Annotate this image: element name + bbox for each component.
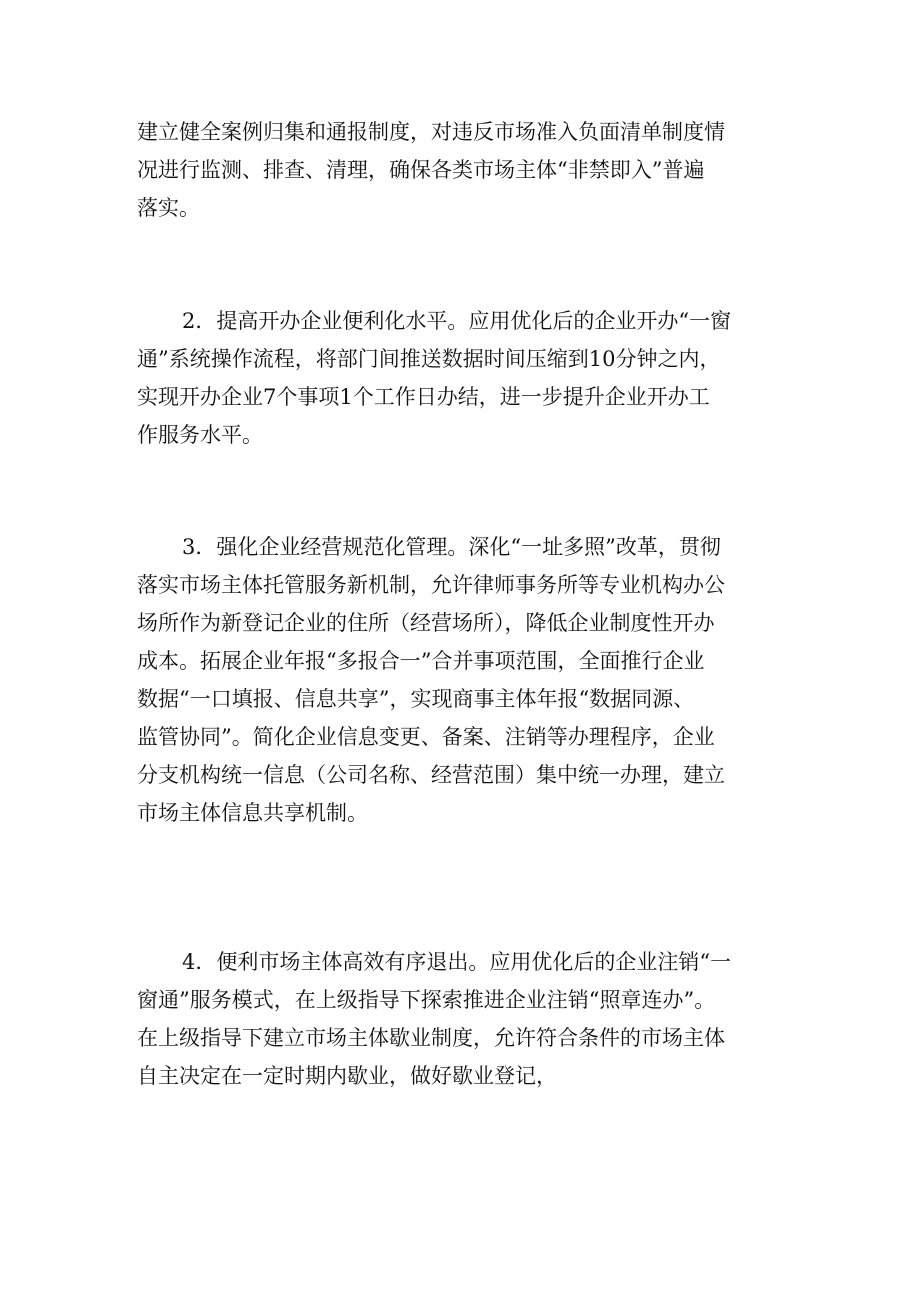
- paragraph-line: 市场主体信息共享机制。: [137, 801, 368, 825]
- paragraph-line: 建立健全案例归集和通报制度，对违反市场准入负面清单制度情: [137, 120, 725, 144]
- paragraph-line: 场所作为新登记企业的住所（经营场所），降低企业制度性开办: [137, 611, 715, 635]
- paragraph-line: 4．便利市场主体高效有序退出。应用优化后的企业注销“一: [182, 950, 732, 974]
- paragraph-line: 落实。: [137, 196, 200, 220]
- paragraph-line: 数据“一口填报、信息共享”，实现商事主体年报“数据同源、: [137, 687, 695, 711]
- paragraph-line: 窗通”服务模式，在上级指导下探索推进企业注销“照章连办”。: [137, 988, 716, 1012]
- paragraph-line: 自主决定在一定时期内歇业，做好歇业登记，: [137, 1064, 557, 1088]
- paragraph-line: 成本。拓展企业年报“多报合一”合并事项范围，全面推行企业: [137, 649, 705, 673]
- paragraph-line: 实现开办企业7个事项1个工作日办结，进一步提升企业开办工: [137, 385, 710, 409]
- paragraph-line: 3．强化企业经营规范化管理。深化“一址多照”改革，贯彻: [182, 535, 721, 559]
- paragraph-line: 监管协同”。简化企业信息变更、备案、注销等办理程序，企业: [137, 725, 715, 749]
- paragraph-line: 2．提高开办企业便利化水平。应用优化后的企业开办“一窗: [182, 309, 732, 333]
- paragraph-line: 况进行监测、排查、清理，确保各类市场主体“非禁即入”普遍: [137, 158, 705, 182]
- paragraph-line: 落实市场主体托管服务新机制，允许律师事务所等专业机构办公: [137, 573, 725, 597]
- paragraph-line: 作服务水平。: [137, 423, 263, 447]
- paragraph-line: 在上级指导下建立市场主体歇业制度，允许符合条件的市场主体: [137, 1026, 725, 1050]
- paragraph-line: 通”系统操作流程，将部门间推送数据时间压缩到10分钟之内，: [137, 347, 721, 371]
- paragraph-line: 分支机构统一信息（公司名称、经营范围）集中统一办理，建立: [137, 763, 725, 787]
